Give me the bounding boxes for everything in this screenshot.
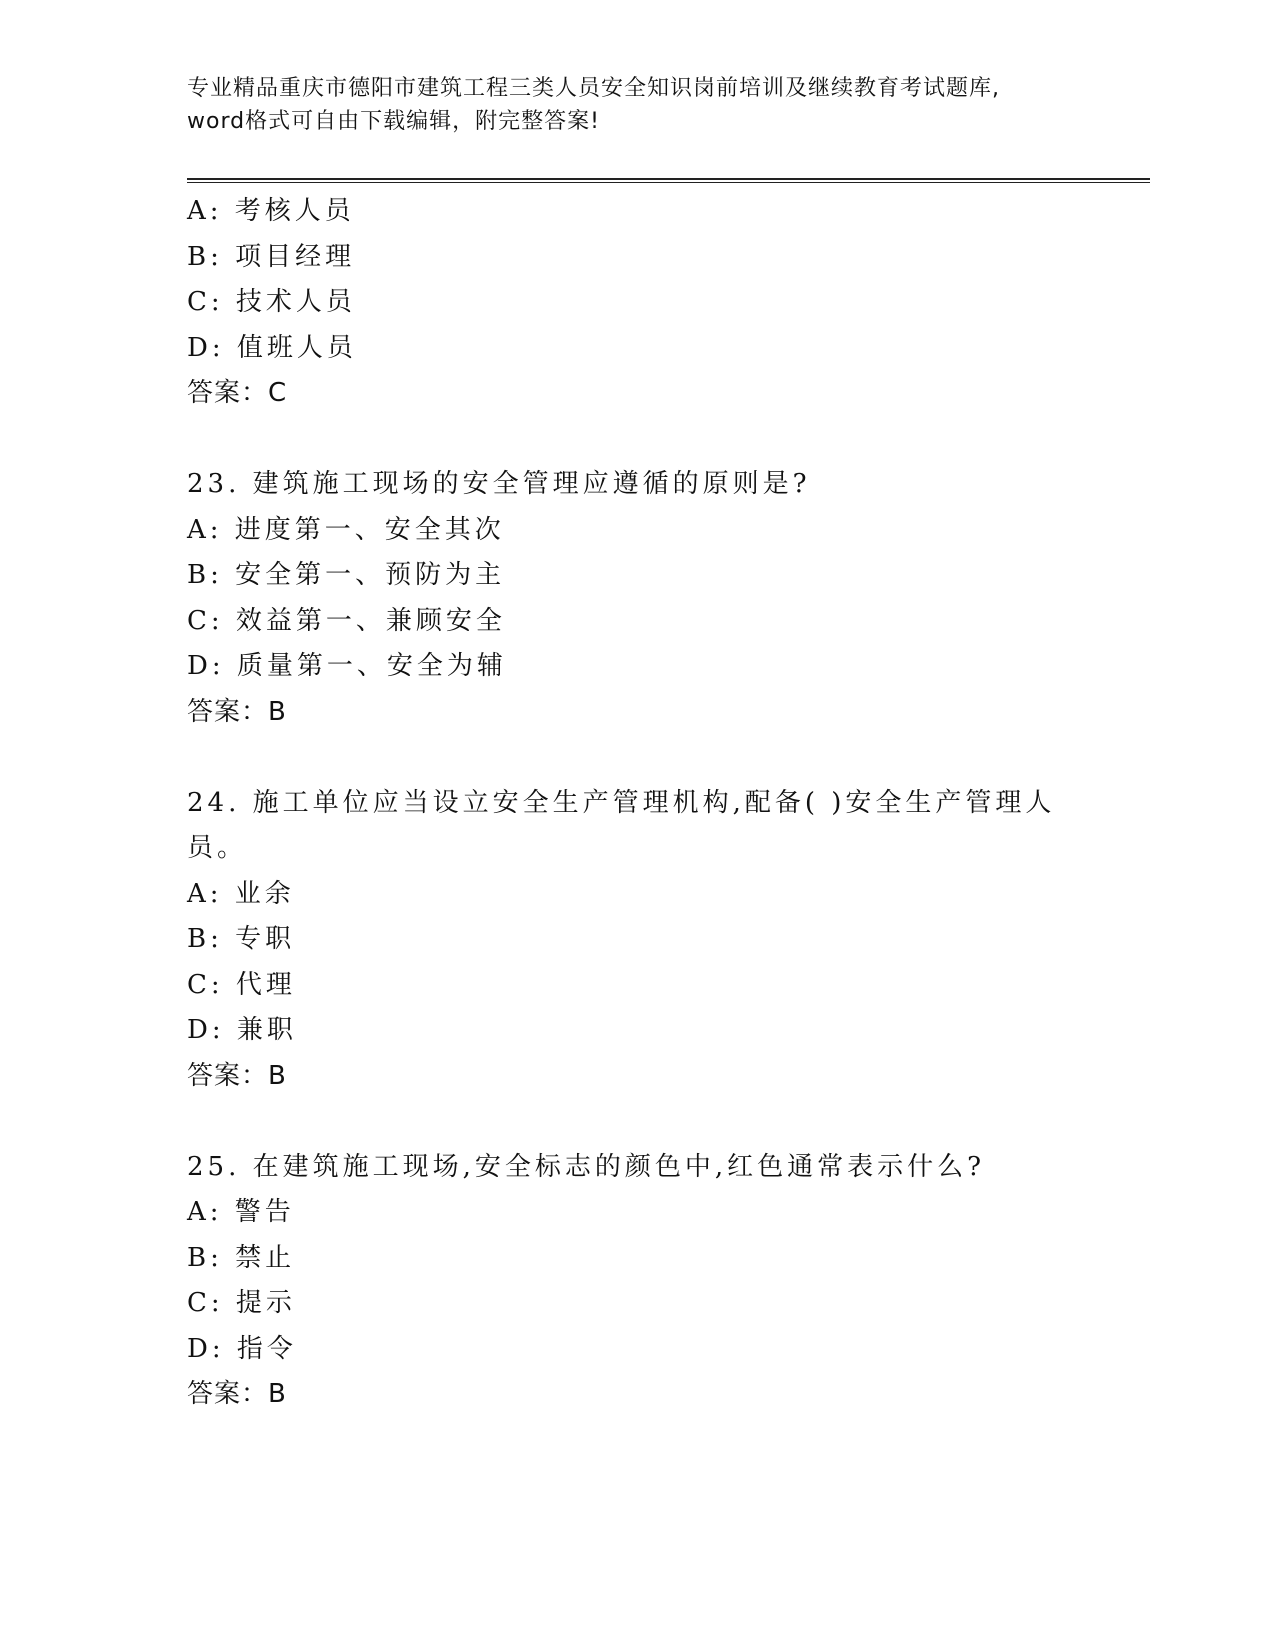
option-b: B: 安全第一、预防为主 bbox=[187, 560, 506, 590]
document-header bbox=[187, 72, 1087, 138]
spacer bbox=[187, 417, 1087, 463]
answer: 答案：B bbox=[187, 1379, 287, 1409]
answer: 答案：B bbox=[187, 696, 287, 727]
option-b: B: 专职 bbox=[187, 924, 296, 954]
option-c: C: 效益第一、兼顾安全 bbox=[187, 605, 506, 636]
option-b: B: 项目经理 bbox=[187, 241, 356, 272]
header-subtitle-line: word格式可自由下载编辑，附完整答案! bbox=[187, 109, 600, 134]
question-25 bbox=[187, 1145, 1087, 1418]
option-d: D: 指令 bbox=[187, 1333, 297, 1364]
question-stem: 23. 建筑施工现场的安全管理应遵循的原则是? bbox=[187, 469, 811, 499]
option-a: A: 警告 bbox=[187, 1197, 295, 1227]
option-a: A: 进度第一、安全其次 bbox=[187, 514, 505, 545]
question-23 bbox=[187, 462, 1087, 735]
question-stem: 24. 施工单位应当设立安全生产管理机构,配备( )安全生产管理人员。 bbox=[187, 787, 1056, 863]
option-a: A: 考核人员 bbox=[187, 196, 355, 226]
answer: 答案：C bbox=[187, 378, 288, 408]
question-22 bbox=[187, 189, 1087, 417]
option-b: B: 禁止 bbox=[187, 1242, 296, 1273]
option-d: D: 兼职 bbox=[187, 1015, 297, 1045]
answer: 答案：B bbox=[187, 1060, 287, 1091]
option-a: A: 业余 bbox=[187, 878, 295, 909]
option-d: D: 值班人员 bbox=[187, 332, 357, 363]
option-d: D: 质量第一、安全为辅 bbox=[187, 651, 507, 681]
question-list bbox=[187, 189, 1087, 1418]
header-title-line: 专业精品重庆市德阳市建筑工程三类人员安全知识岗前培训及继续教育考试题库, bbox=[187, 76, 1000, 101]
spacer bbox=[187, 735, 1087, 781]
option-c: C: 提示 bbox=[187, 1288, 296, 1318]
option-c: C: 代理 bbox=[187, 969, 296, 1000]
header-divider bbox=[187, 178, 1150, 183]
option-c: C: 技术人员 bbox=[187, 287, 356, 317]
question-stem: 25. 在建筑施工现场,安全标志的颜色中,红色通常表示什么? bbox=[187, 1151, 986, 1182]
question-24 bbox=[187, 781, 1087, 1100]
spacer bbox=[187, 1099, 1087, 1145]
